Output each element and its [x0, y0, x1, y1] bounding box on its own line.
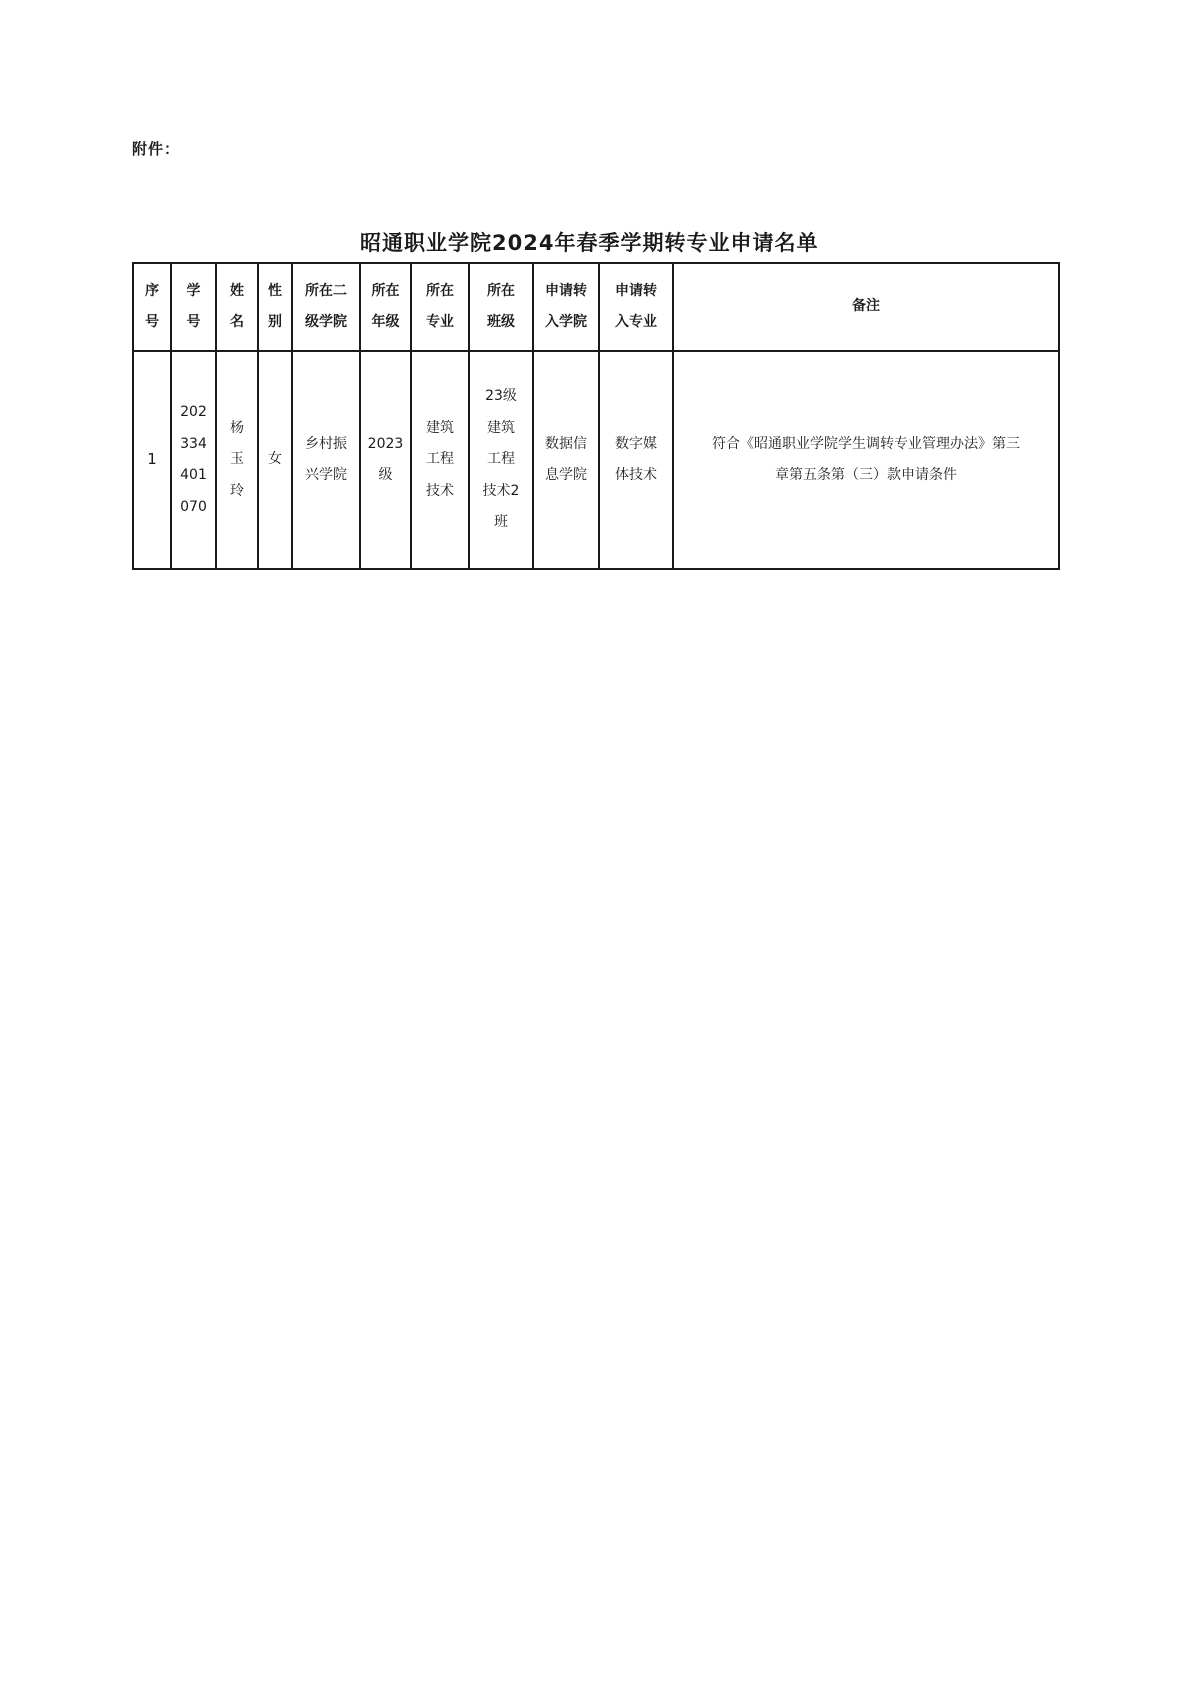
header-grade: 所在 年级 [360, 263, 411, 351]
header-target-major: 申请转 入专业 [599, 263, 673, 351]
cell-current-class: 23级 建筑 工程 技术2 班 [469, 351, 533, 569]
cell-grade: 2023 级 [360, 351, 411, 569]
document-title: 昭通职业学院2024年春季学期转专业申请名单 [360, 231, 819, 255]
cell-target-major: 数字媒 体技术 [599, 351, 673, 569]
transfer-application-table [132, 262, 1060, 570]
table-row [133, 351, 1059, 569]
table-header-row [133, 263, 1059, 351]
cell-target-college: 数据信 息学院 [533, 351, 599, 569]
header-serial: 序 号 [133, 263, 171, 351]
cell-current-college: 乡村振 兴学院 [292, 351, 360, 569]
cell-name: 杨 玉 玲 [216, 351, 258, 569]
header-target-college: 申请转 入学院 [533, 263, 599, 351]
cell-student-id: 202 334 401 070 [171, 351, 216, 569]
header-current-major: 所在 专业 [411, 263, 469, 351]
header-name: 姓 名 [216, 263, 258, 351]
cell-serial: 1 [133, 351, 171, 569]
header-student-id: 学 号 [171, 263, 216, 351]
header-current-college: 所在二 级学院 [292, 263, 360, 351]
cell-remark: 符合《昭通职业学院学生调转专业管理办法》第三 章第五条第（三）款申请条件 [673, 351, 1059, 569]
cell-current-major: 建筑 工程 技术 [411, 351, 469, 569]
header-gender: 性 别 [258, 263, 292, 351]
header-remark: 备注 [673, 263, 1059, 351]
header-current-class: 所在 班级 [469, 263, 533, 351]
cell-gender: 女 [258, 351, 292, 569]
attachment-label: 附件： [132, 140, 181, 158]
